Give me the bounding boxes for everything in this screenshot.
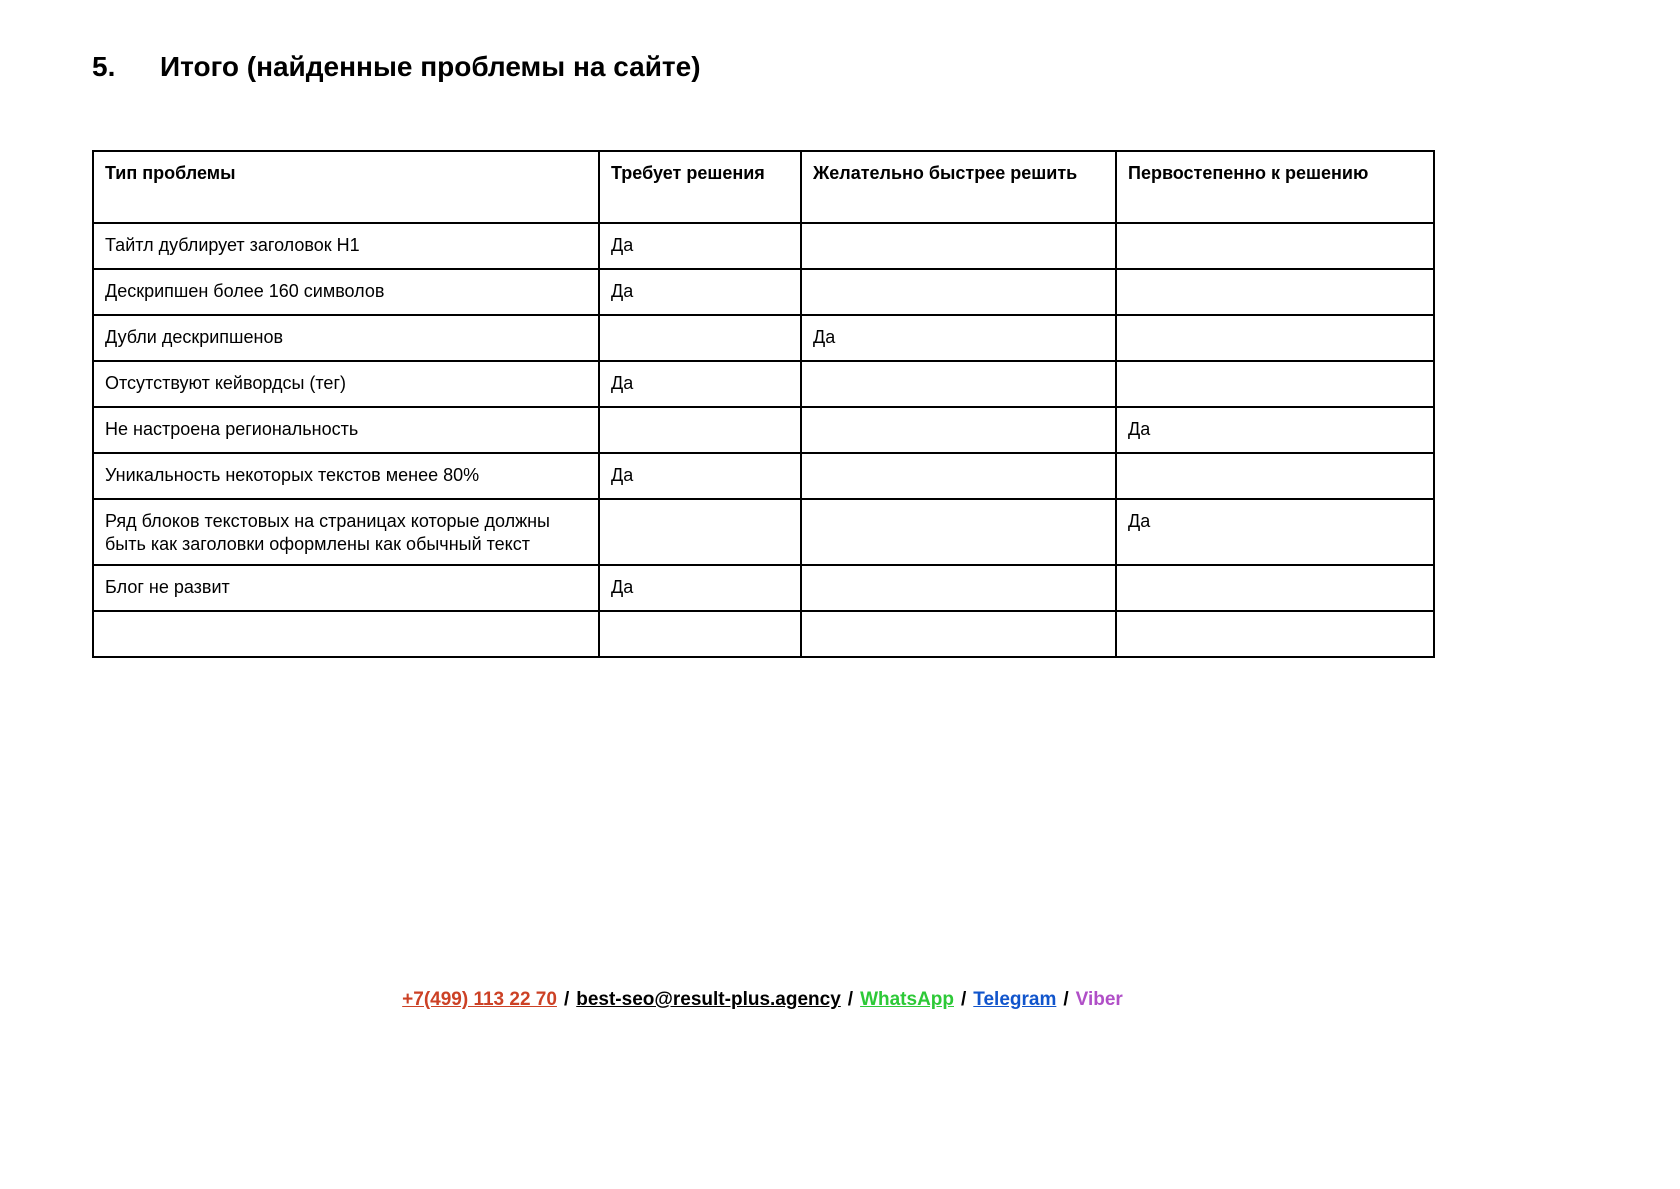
cell-priority <box>1116 453 1434 499</box>
column-header-problem: Тип проблемы <box>93 151 599 223</box>
cell-problem: Тайтл дублирует заголовок H1 <box>93 223 599 269</box>
cell-requires: Да <box>599 269 801 315</box>
cell-problem: Ряд блоков текстовых на страницах которые должны быть как заголовки оформлены как обычный текст <box>93 499 599 565</box>
section-title: Итого (найденные проблемы на сайте) <box>160 51 701 82</box>
table-row <box>93 269 1434 315</box>
cell-priority <box>1116 315 1434 361</box>
cell-priority <box>1116 565 1434 611</box>
cell-faster <box>801 611 1116 657</box>
cell-faster <box>801 269 1116 315</box>
cell-faster <box>801 361 1116 407</box>
table-row <box>93 611 1434 657</box>
cell-requires <box>599 499 801 565</box>
footer-separator: / <box>563 989 570 1010</box>
cell-requires: Да <box>599 361 801 407</box>
cell-problem <box>93 611 599 657</box>
footer-separator: / <box>1063 989 1069 1010</box>
column-header-priority: Первостепенно к решению <box>1116 151 1434 223</box>
table-row <box>93 315 1434 361</box>
cell-requires: Да <box>599 453 801 499</box>
table-row <box>93 565 1434 611</box>
cell-requires <box>599 315 801 361</box>
cell-faster <box>801 499 1116 565</box>
cell-faster <box>801 223 1116 269</box>
column-header-faster: Желательно быстрее решить <box>801 151 1116 223</box>
cell-priority <box>1116 361 1434 407</box>
table-row <box>93 453 1434 499</box>
table-row <box>93 407 1434 453</box>
cell-faster <box>801 407 1116 453</box>
table-row <box>93 361 1434 407</box>
cell-faster <box>801 453 1116 499</box>
table-row <box>93 499 1434 565</box>
page-content <box>92 0 1433 658</box>
phone-link[interactable]: +7(499) 113 22 70 <box>402 989 557 1010</box>
cell-priority <box>1116 269 1434 315</box>
cell-priority <box>1116 611 1434 657</box>
cell-requires <box>599 407 801 453</box>
footer-separator: / <box>961 989 967 1010</box>
cell-problem: Отсутствуют кейвордсы (тег) <box>93 361 599 407</box>
footer-separator: / <box>847 989 854 1010</box>
cell-problem: Дубли дескрипшенов <box>93 315 599 361</box>
contact-footer <box>92 988 1433 1013</box>
table-row <box>93 223 1434 269</box>
cell-problem: Блог не развит <box>93 565 599 611</box>
cell-priority: Да <box>1116 407 1434 453</box>
section-number: 5. <box>92 51 116 82</box>
cell-problem: Дескрипшен более 160 символов <box>93 269 599 315</box>
cell-faster: Да <box>801 315 1116 361</box>
cell-problem: Не настроена региональность <box>93 407 599 453</box>
whatsapp-link[interactable]: WhatsApp <box>860 989 954 1010</box>
cell-requires: Да <box>599 565 801 611</box>
cell-problem: Уникальность некоторых текстов менее 80% <box>93 453 599 499</box>
column-header-requires: Требует решения <box>599 151 801 223</box>
email-link[interactable]: best-seo@result-plus.agency <box>576 989 841 1010</box>
table-header-row <box>93 151 1434 223</box>
cell-requires: Да <box>599 223 801 269</box>
viber-link[interactable]: Viber <box>1075 989 1123 1010</box>
cell-priority: Да <box>1116 499 1434 565</box>
cell-priority <box>1116 223 1434 269</box>
problems-table <box>92 150 1435 658</box>
telegram-link[interactable]: Telegram <box>973 989 1057 1010</box>
cell-requires <box>599 611 801 657</box>
cell-faster <box>801 565 1116 611</box>
section-heading <box>92 50 1433 84</box>
